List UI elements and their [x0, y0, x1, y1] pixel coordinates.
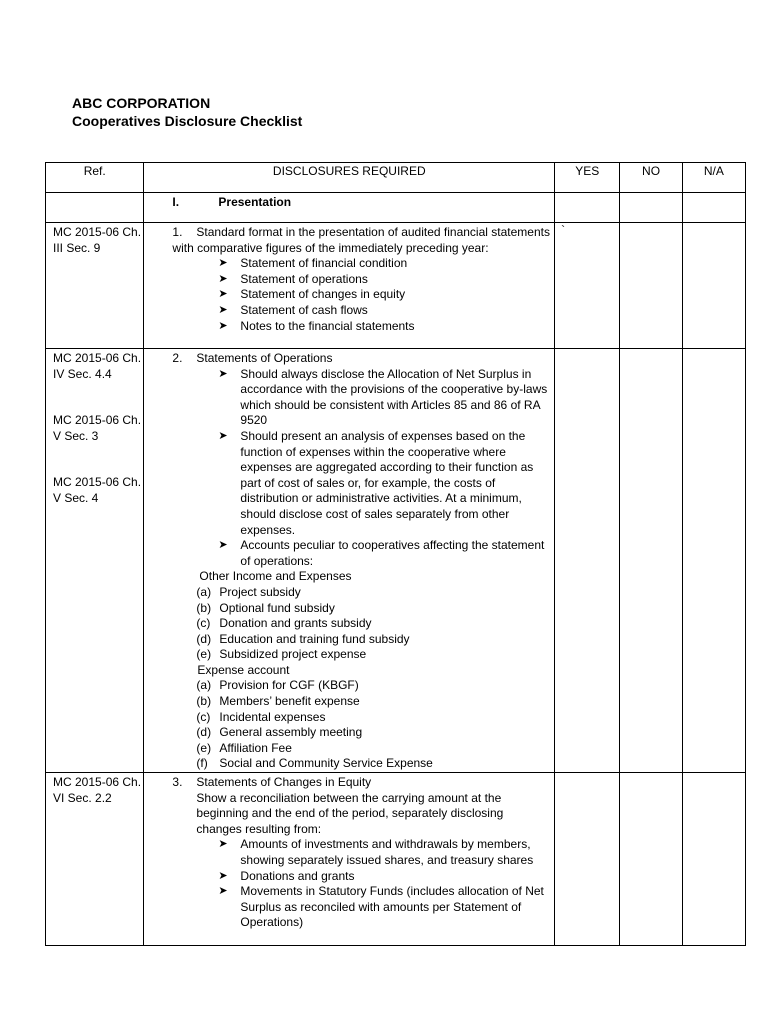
sub-item-text: Provision for CGF (KBGF)	[219, 678, 359, 693]
table-row	[46, 223, 746, 349]
ref-cell-empty	[46, 193, 144, 223]
sub-item-letter: (b)	[196, 600, 212, 615]
item-number: 2.	[172, 351, 183, 365]
arrow-bullet-icon: ➤	[218, 272, 228, 285]
sub-item-letter: (a)	[196, 584, 212, 599]
sub-item-letter: (a)	[196, 678, 212, 693]
yes-checkbox-cell[interactable]	[555, 349, 620, 773]
expense-label: Expense account	[197, 662, 290, 677]
arrow-bullet-icon: ➤	[218, 288, 228, 301]
arrow-bullet-icon: ➤	[218, 257, 228, 270]
section-row	[46, 193, 746, 223]
ref-text: MC 2015-06 Ch. V Sec. 4	[53, 475, 142, 505]
list-item	[144, 538, 550, 569]
sub-item-text: Subsidized project expense	[219, 647, 367, 662]
na-checkbox-cell[interactable]	[682, 349, 745, 773]
item-body: Show a reconciliation between the carrying amount at the beginning and the end of the period, separately disclosing changes resulting from:	[196, 790, 504, 836]
sub-item	[144, 678, 550, 694]
arrow-bullet-icon: ➤	[218, 885, 228, 898]
disclosure-cell	[144, 773, 555, 946]
disclosure-cell	[144, 349, 555, 773]
section-title: Presentation	[218, 195, 292, 209]
list-item	[144, 272, 550, 288]
sub-item-letter: (c)	[196, 709, 211, 724]
yes-checkbox-cell[interactable]	[555, 193, 620, 223]
sub-item-text: Donation and grants subsidy	[219, 616, 372, 631]
sub-item-text: Social and Community Service Expense	[219, 756, 433, 771]
section-heading	[144, 193, 555, 223]
arrow-bullet-icon: ➤	[218, 869, 228, 882]
document-header	[72, 94, 302, 130]
column-header-no: NO	[620, 163, 682, 193]
no-checkbox-cell[interactable]	[620, 773, 682, 946]
list-item-text: Statement of cash flows	[240, 302, 368, 317]
sub-item-text: General assembly meeting	[219, 725, 363, 740]
numbered-item	[144, 775, 550, 791]
yes-checkbox-cell[interactable]	[555, 773, 620, 946]
list-item	[144, 367, 550, 429]
item-intro: Standard format in the presentation of audited financial statements with comparative figures of the immediately preceding year:	[172, 225, 550, 255]
list-item	[144, 256, 550, 272]
company-name: ABC CORPORATION	[72, 95, 211, 111]
sub-item-letter: (f)	[196, 756, 208, 771]
list-item-text: Should always disclose the Allocation of Net Surplus in accordance with the provisions of the cooperative by-laws which should be consistent with Articles 85 and 86 of RA 9520	[240, 366, 548, 428]
sub-item-letter: (e)	[196, 740, 212, 755]
sub-item-letter: (c)	[196, 616, 211, 631]
arrow-bullet-icon: ➤	[218, 429, 228, 442]
list-item	[144, 884, 550, 931]
column-header-na: N/A	[682, 163, 745, 193]
list-item-text: Donations and grants	[240, 868, 355, 883]
arrow-bullet-icon: ➤	[218, 539, 228, 552]
sub-item	[144, 710, 550, 726]
list-item-text: Should present an analysis of expenses based on the function of expenses within the cooperative where expenses are aggregated according to their function as part of cost of sales or, for example, the costs of distribution or administrative activities. At a minimum, should disclose cost of sales separately from other expenses.	[240, 428, 534, 537]
list-item	[144, 429, 550, 538]
numbered-item	[144, 351, 550, 367]
arrow-bullet-icon: ➤	[218, 838, 228, 851]
sub-item	[144, 616, 550, 632]
sub-item	[144, 741, 550, 757]
table-row	[46, 349, 746, 773]
list-item-text: Movements in Statutory Funds (includes allocation of Net Surplus as reconciled with amounts per Statement of Operations)	[240, 884, 544, 930]
sub-item	[144, 647, 550, 663]
ref-text: MC 2015-06 Ch. IV Sec. 4.4	[53, 351, 142, 381]
ref-cell	[46, 223, 144, 349]
list-item-text: Amounts of investments and withdrawals by members, showing separately issued shares, and treasury shares	[240, 837, 534, 867]
income-label: Other Income and Expenses	[199, 569, 352, 584]
list-item-text: Accounts peculiar to cooperatives affecting the statement of operations:	[240, 538, 545, 568]
list-item-text: Notes to the financial statements	[240, 318, 415, 333]
column-header-disclosures: DISCLOSURES REQUIRED	[144, 163, 555, 193]
disclosure-checklist-table	[45, 162, 746, 946]
list-item-text: Statement of changes in equity	[240, 287, 406, 302]
no-checkbox-cell[interactable]	[620, 349, 682, 773]
sub-item-text: Incidental expenses	[219, 709, 326, 724]
arrow-bullet-icon: ➤	[218, 303, 228, 316]
ref-text: MC 2015-06 Ch. VI Sec. 2.2	[53, 775, 142, 805]
item-intro: Statements of Changes in Equity	[196, 775, 372, 790]
na-checkbox-cell[interactable]	[682, 773, 745, 946]
sub-item	[144, 694, 550, 710]
no-checkbox-cell[interactable]	[620, 223, 682, 349]
ref-cell	[46, 349, 144, 773]
sub-item-text: Members’ benefit expense	[219, 694, 360, 709]
item-number: 1.	[172, 225, 183, 239]
arrow-bullet-icon: ➤	[218, 319, 228, 332]
item-intro: Statements of Operations	[196, 351, 333, 365]
table-header-row	[46, 163, 746, 193]
list-item	[144, 837, 550, 868]
list-item	[144, 287, 550, 303]
sub-item-letter: (e)	[196, 647, 212, 662]
sub-item-text: Education and training fund subsidy	[219, 631, 410, 646]
na-checkbox-cell[interactable]	[682, 193, 745, 223]
no-checkbox-cell[interactable]	[620, 193, 682, 223]
list-item	[144, 869, 550, 885]
sub-item	[144, 601, 550, 617]
ref-cell	[46, 773, 144, 946]
sub-item	[144, 632, 550, 648]
document-title: Cooperatives Disclosure Checklist	[72, 113, 303, 129]
na-checkbox-cell[interactable]	[682, 223, 745, 349]
section-number: I.	[172, 195, 180, 209]
sub-item	[144, 725, 550, 741]
disclosure-cell	[144, 223, 555, 349]
arrow-bullet-icon: ➤	[218, 367, 228, 380]
sub-item-text: Affiliation Fee	[219, 740, 292, 755]
sub-item-letter: (b)	[196, 694, 212, 709]
sub-item-letter: (d)	[196, 631, 212, 646]
yes-checkbox-cell[interactable]	[555, 223, 620, 349]
column-header-yes: YES	[555, 163, 620, 193]
numbered-item	[144, 225, 550, 256]
item-number: 3.	[172, 775, 183, 790]
ref-text: MC 2015-06 Ch. V Sec. 3	[53, 413, 142, 443]
sub-item-text: Project subsidy	[219, 584, 301, 599]
sub-item-text: Optional fund subsidy	[219, 600, 335, 615]
list-item-text: Statement of operations	[240, 271, 368, 286]
yes-mark: `	[561, 223, 566, 237]
table-row	[46, 773, 746, 946]
sub-item-letter: (d)	[196, 725, 212, 740]
ref-text: MC 2015-06 Ch. III Sec. 9	[53, 225, 142, 255]
list-item	[144, 303, 550, 319]
column-header-ref: Ref.	[46, 163, 144, 193]
sub-item	[144, 756, 550, 772]
sub-item	[144, 585, 550, 601]
list-item-text: Statement of financial condition	[240, 256, 408, 271]
list-item	[144, 319, 550, 335]
